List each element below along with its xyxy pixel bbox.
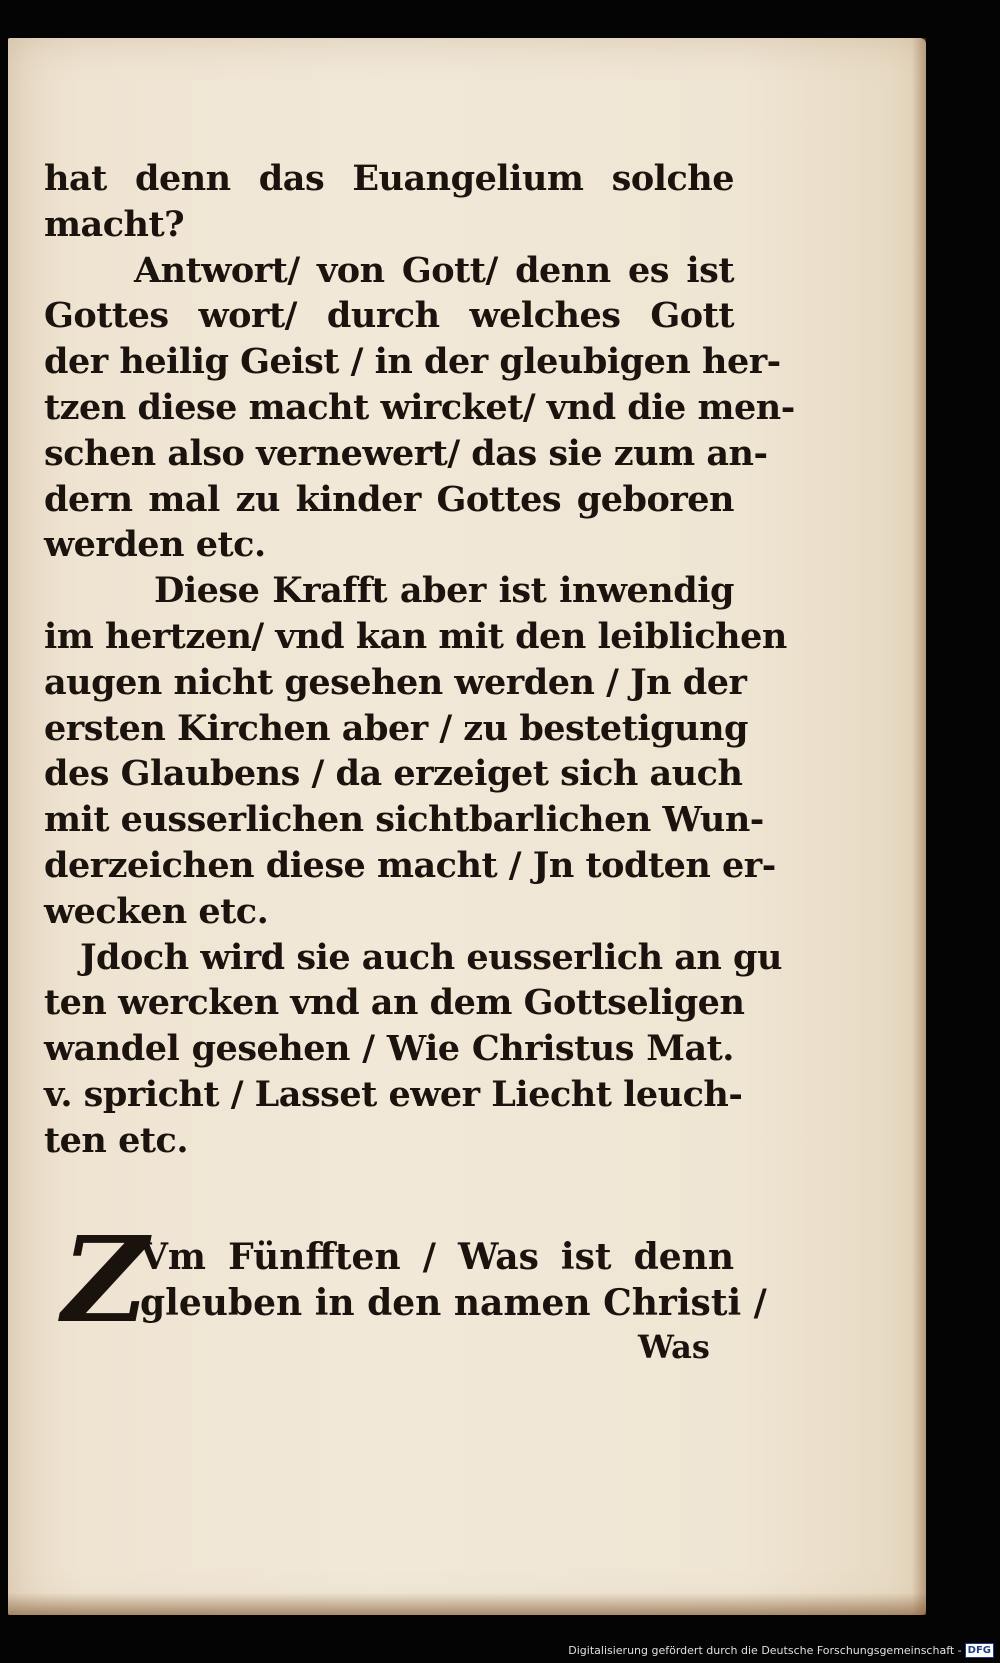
page-bottom-shadow xyxy=(8,1593,926,1615)
chapter-heading xyxy=(44,1210,767,1349)
text-line: ersten Kirchen aber / zu bestetigung xyxy=(44,707,748,749)
text-line: v. spricht / Lasset ewer Liecht leuch- xyxy=(44,1073,743,1115)
text-line: im hertzen/ vnd kan mit den leiblichen xyxy=(44,615,787,657)
chapter-line: gleuben in den namen Christi / xyxy=(140,1282,767,1324)
text-line: wandel gesehen / Wie Christus Mat. xyxy=(44,1028,734,1070)
text-line: tzen diese macht wircket/ vnd die men- xyxy=(44,386,795,428)
text-line: Antwort/ von Gott/ denn es ist xyxy=(134,249,734,291)
dfg-logo: DFG xyxy=(965,1643,994,1658)
text-line: Diese Krafft aber ist inwendig xyxy=(154,570,734,612)
decorated-initial: Z xyxy=(62,1210,149,1349)
text-line: macht? xyxy=(44,203,185,245)
text-line: ten etc. xyxy=(44,1119,188,1161)
text-line: mit eusserlichen sichtbarlichen Wun- xyxy=(44,799,764,841)
text-line: der heilig Geist / in der gleubigen her- xyxy=(44,341,781,383)
text-line: werden etc. xyxy=(44,524,266,566)
text-line: wecken etc. xyxy=(44,890,269,932)
text-line: ten wercken vnd an dem Gottseligen xyxy=(44,982,745,1024)
text-line: Gottes wort/ durch welches Gott xyxy=(44,295,734,337)
text-line: derzeichen diese macht / Jn todten er- xyxy=(44,844,776,886)
chapter-line: Vm Fünfften / Was ist denn xyxy=(140,1236,734,1278)
text-line: Jdoch wird sie auch eusserlich an gu xyxy=(80,936,782,978)
text-line: dern mal zu kinder Gottes geboren xyxy=(44,478,734,520)
digitization-credit xyxy=(568,1642,994,1658)
catchword: Was xyxy=(638,1328,710,1366)
text-line: des Glaubens / da erzeiget sich auch xyxy=(44,753,743,795)
page-edge-shadow xyxy=(912,38,926,1615)
book-page xyxy=(8,38,926,1615)
credit-text: Digitalisierung gefördert durch die Deutsche Forschungsgemeinschaft - xyxy=(568,1643,962,1657)
text-line: hat denn das Euangelium solche xyxy=(44,158,734,199)
text-line: augen nicht gesehen werden / Jn der xyxy=(44,661,747,703)
body-text xyxy=(44,156,795,1164)
text-line: schen also vernewert/ das sie zum an- xyxy=(44,432,768,474)
